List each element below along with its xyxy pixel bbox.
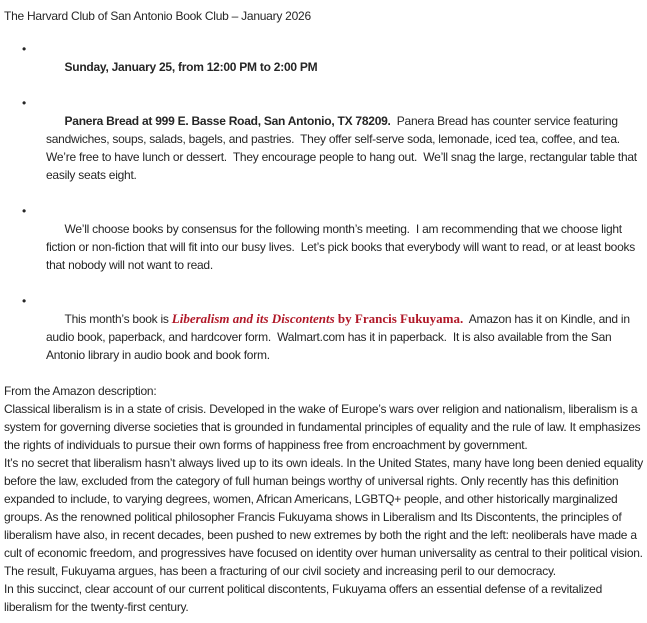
bullet-item-location [22, 94, 643, 202]
bullet-item-current-book [22, 292, 643, 382]
location-address-text: Panera Bread at 999 E. Basse Road, San Antonio, TX 78209. [64, 114, 391, 128]
bullet-item-meeting-time [22, 40, 643, 94]
bullet-marker-icon: • [22, 42, 26, 56]
bullet-marker-icon: • [22, 96, 26, 110]
paragraph-classical-liberalism: Classical liberalism is in a state of crisis. Developed in the wake of Europe’s wars over religion and nationalism, liberalism is a system for governing diverse societies that is grounded in fundamental principles of equality and the rule of law. It emphasizes the rights of individuals to pursue their own forms of happiness free from encroachment by government. [4, 402, 644, 452]
book-selection-text: We’ll choose books by consensus for the following month’s meeting. I am recommending that we choose light fiction or non-fiction that will fit into our busy lives. Let’s pick books that everybody will want to read, or at least books that nobody will not want to read. [46, 222, 639, 272]
section-label-amazon-description: From the Amazon description: [4, 384, 157, 398]
bullet-item-book-selection-process [22, 202, 643, 292]
bullet-marker-icon: • [22, 294, 26, 308]
current-book-prefix-text: This month’s book is [64, 312, 172, 326]
book-author-text: by Francis Fukuyama. [334, 311, 464, 326]
bullet-list [4, 40, 643, 382]
bullet-marker-icon: • [22, 204, 26, 218]
book-availability-text: Amazon has it on Kindle, and in audio book, paperback, and hardcover form. Walmart.com has it in paperback. It is also available from the San Antonio library in audio book and book form. [46, 312, 633, 362]
meeting-time-text: Sunday, January 25, from 12:00 PM to 2:00 PM [64, 60, 318, 74]
book-title-text: Liberalism and its Discontents [171, 311, 335, 326]
paragraph-liberalism-ideals: It’s no secret that liberalism hasn’t always lived up to its own ideals. In the United States, many have long been denied equality before the law, excluded from the category of full human beings worthy of universal rights. Only recently has this definition expanded to include, to varying degrees, women, African Americans, LGBTQ+ people, and other historically marginalized groups. As the renowned political philosopher Francis Fukuyama shows in Liberalism and Its Discontents, the principles of liberalism have also, in recent decades, been pushed to new extremes by both the right and the left: neoliberals have made a cult of economic freedom, and progressives have focused on identity over human universality as central to their political vision. The result, Fukuyama argues, has been a fracturing of our civil society and increasing peril to our democracy. [4, 456, 647, 578]
document-title: The Harvard Club of San Antonio Book Club – January 2026 [4, 9, 311, 23]
location-description-text: Panera Bread has counter service featuring sandwiches, soups, salads, bagels, and pastries. They offer self-serve soda, lemonade, iced tea, coffee, and tea. We’re free to have lunch or dessert. They encourage people to hang out. We’ll snag the large, rectangular table that easily seats eight. [46, 114, 640, 182]
paragraph-conclusion: In this succinct, clear account of our current political discontents, Fukuyama offers an essential defense of a revitalized liberalism for the twenty-first century. [4, 582, 606, 614]
